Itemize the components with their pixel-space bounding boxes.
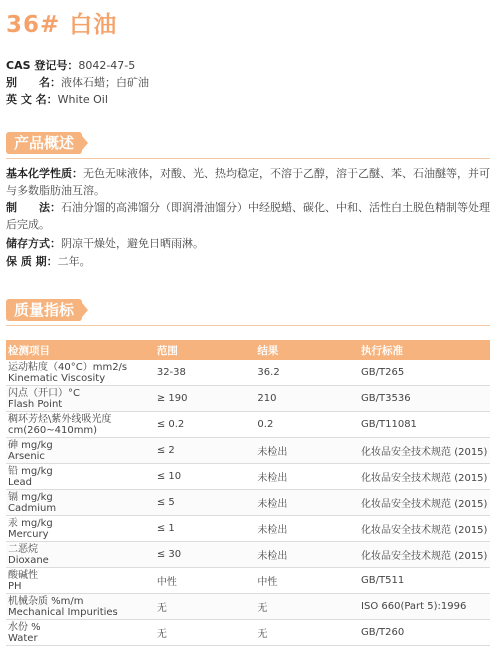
column-header-range: 范围 [155, 340, 256, 360]
standard-cell: 化妆品安全技术规范 (2015) [359, 516, 490, 542]
item-name-cell [6, 386, 155, 412]
range-cell: ≤ 30 [155, 542, 256, 568]
range-cell: ≤ 0.2 [155, 412, 256, 438]
english-name-line [6, 92, 108, 108]
result-cell: 无 [255, 620, 359, 646]
production-method-text: 石油分馏的高沸馏分（即润滑油馏分）中经脱蜡、碳化、中和、活性白土脱色精制等处理后完成。 [6, 201, 490, 231]
shelf-life-text: 二年。 [57, 255, 91, 268]
overview-heading: 产品概述 [6, 132, 82, 154]
chemical-properties-text: 无色无味液体，对酸、光、热均稳定，不溶于乙醇，溶于乙醚、苯、石油醚等，并可与多数脂肪油互溶。 [6, 167, 490, 197]
standard-cell: 化妆品安全技术规范 (2015) [359, 490, 490, 516]
standard-cell: 化妆品安全技术规范 (2015) [359, 464, 490, 490]
result-cell: 未检出 [255, 516, 359, 542]
result-cell: 无 [255, 594, 359, 620]
item-name-cn: 运动粘度（40°C）mm2/s [8, 361, 128, 373]
result-cell: 210 [255, 386, 359, 412]
table-row [6, 360, 490, 386]
table-row [6, 386, 490, 412]
range-cell: ≤ 1 [155, 516, 256, 542]
table-row [6, 542, 490, 568]
result-cell: 未检出 [255, 464, 359, 490]
quality-divider [6, 325, 490, 326]
standard-cell: GB/T260 [359, 620, 490, 646]
production-method [6, 200, 490, 233]
standard-cell: 化妆品安全技术规范 (2015) [359, 542, 490, 568]
item-name-cell [6, 542, 155, 568]
item-name-en: Arsenic [8, 450, 45, 462]
standard-cell: GB/T511 [359, 568, 490, 594]
storage [6, 236, 490, 253]
item-name-cell [6, 620, 155, 646]
item-name-en: Water [8, 632, 38, 644]
item-name-cn: 闪点（开口）°C [8, 387, 80, 399]
chemical-properties-label: 基本化学性质： [6, 167, 83, 180]
range-cell: ≤ 2 [155, 438, 256, 464]
item-name-en: PH [8, 580, 22, 592]
item-name-cell [6, 490, 155, 516]
cas-label: CAS 登记号： [6, 59, 79, 72]
english-name-label: 英 文 名： [6, 93, 58, 106]
item-name-en: Lead [8, 476, 33, 488]
result-cell: 中性 [255, 568, 359, 594]
shelf-life [6, 254, 490, 271]
storage-label: 储存方式： [6, 237, 61, 250]
table-row [6, 464, 490, 490]
item-name-cell [6, 594, 155, 620]
cas-value: 8042-47-5 [78, 59, 136, 72]
table-row [6, 490, 490, 516]
range-cell: ≤ 10 [155, 464, 256, 490]
item-name-en: Dioxane [8, 554, 49, 566]
table-row [6, 438, 490, 464]
quality-table-body [6, 360, 490, 646]
result-cell: 未检出 [255, 490, 359, 516]
table-row [6, 516, 490, 542]
item-name-cell [6, 516, 155, 542]
item-name-cn: 机械杂质 %m/m [8, 595, 84, 607]
column-header-result: 结果 [255, 340, 359, 360]
item-name-en: cm(260~410mm) [8, 424, 98, 436]
item-name-cn: 汞 mg/kg [8, 517, 53, 529]
range-cell: ≥ 190 [155, 386, 256, 412]
result-cell: 0.2 [255, 412, 359, 438]
standard-cell: 化妆品安全技术规范 (2015) [359, 438, 490, 464]
alias-value: 液体石蜡；白矿油 [61, 76, 149, 89]
table-row [6, 620, 490, 646]
standard-cell: ISO 660(Part 5):1996 [359, 594, 490, 620]
item-name-en: Mechanical Impurities [8, 606, 118, 618]
overview-divider [6, 158, 490, 159]
alias-line [6, 75, 149, 91]
item-name-cell [6, 360, 155, 386]
item-name-cell [6, 568, 155, 594]
standard-cell: GB/T11081 [359, 412, 490, 438]
range-cell: ≤ 5 [155, 490, 256, 516]
table-row [6, 412, 490, 438]
column-header-standard: 执行标准 [359, 340, 490, 360]
item-name-en: Flash Point [8, 398, 63, 410]
standard-cell: GB/T265 [359, 360, 490, 386]
item-name-cn: 镉 mg/kg [8, 491, 53, 503]
item-name-cn: 砷 mg/kg [8, 439, 53, 451]
result-cell: 36.2 [255, 360, 359, 386]
item-name-en: Cadmium [8, 502, 57, 514]
cas-line [6, 58, 135, 74]
result-cell: 未检出 [255, 438, 359, 464]
item-name-cn: 稠环芳烃\紫外线吸光度 [8, 413, 112, 425]
range-cell: 无 [155, 594, 256, 620]
page-title: 36# 白油 [6, 12, 118, 38]
item-name-cell [6, 412, 155, 438]
storage-text: 阴凉干燥处，避免日晒雨淋。 [61, 237, 204, 250]
table-header-row [6, 340, 490, 360]
alias-label: 别 名： [6, 76, 61, 89]
range-cell: 中性 [155, 568, 256, 594]
quality-heading: 质量指标 [6, 299, 82, 321]
production-method-label: 制 法： [6, 201, 61, 214]
table-row [6, 594, 490, 620]
standard-cell: GB/T3536 [359, 386, 490, 412]
result-cell: 未检出 [255, 542, 359, 568]
range-cell: 无 [155, 620, 256, 646]
item-name-cn: 铅 mg/kg [8, 465, 53, 477]
item-name-cell [6, 464, 155, 490]
table-row [6, 568, 490, 594]
item-name-en: Mercury [8, 528, 49, 540]
chemical-properties [6, 166, 490, 199]
shelf-life-label: 保 质 期： [6, 255, 58, 268]
item-name-cell [6, 438, 155, 464]
item-name-cn: 酸碱性 [8, 569, 38, 581]
item-name-cn: 二恶烷 [8, 543, 38, 555]
quality-table [6, 340, 490, 646]
item-name-en: Kinematic Viscosity [8, 372, 106, 384]
column-header-item: 检测项目 [6, 340, 155, 360]
item-name-cn: 水份 % [8, 621, 41, 633]
english-name-value: White Oil [57, 93, 108, 106]
range-cell: 32-38 [155, 360, 256, 386]
